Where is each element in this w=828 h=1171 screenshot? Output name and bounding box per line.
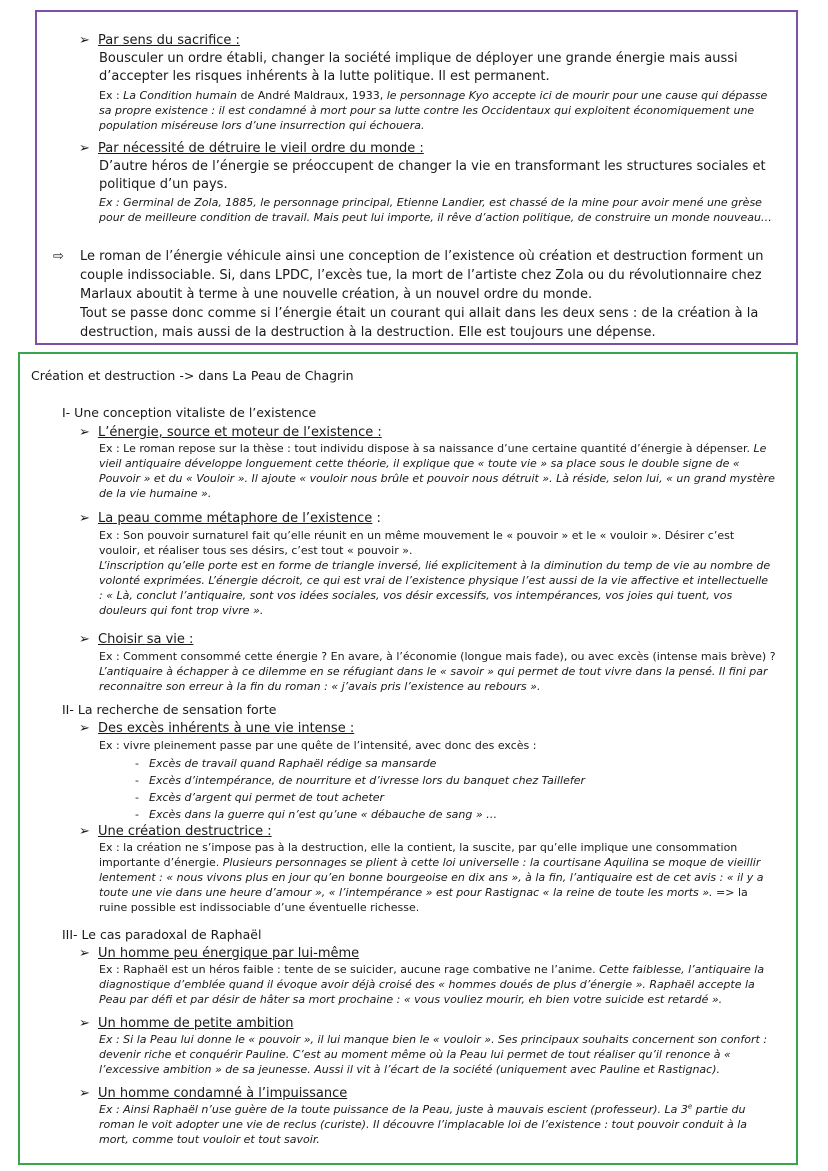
arrowhead-bullet-icon: ➢ [79, 1086, 90, 1101]
destruction-title: Par nécessité de détruire le vieil ordre du monde : [98, 141, 424, 156]
sacrifice-example: Ex : La Condition humain de André Maldraux, 1933, le personnage Kyo accepte ici de mourir pour une cause qui dépasse sa propre existence : il est condamné à mort pour sa lutte contre les Occidentaux qui exploitent économiquement une population miséreuse lors d’une insurrection qui échouera. [99, 89, 768, 132]
impuissance-text: Ex : Ainsi Raphaël n’use guère de la toute puissance de la Peau, juste à mauvais escient (professeur). La 3e partie du roman le voit adopter une vie de reclus (curiste). Il découvre l’implacable loi de l’existence : tout pouvoir conduit à la mort, comme tout vouloir et tout savoir. [99, 1102, 747, 1146]
petite-ambition-text: Ex : Si la Peau lui donne le « pouvoir », il lui manque bien le « vouloir ». Ses principaux souhaits concernent son confort : devenir riche et conquérir Pauline. C’est au moment même où la Peau lui permet de tout réaliser qu’il renonce à « l’excessive ambition » de sa jeunesse. Aussi il vit à l’écart de la société (uniquement avec Pauline et Rastignac). [99, 1033, 768, 1076]
creation-text: Ex : la création ne s’impose pas à la destruction, elle la contient, la suscite, par qu’elle implique une consommation importante d’énergie. Plusieurs personnages se plient à cette loi universelle : la courtisane Aquilina se moque de vieillir lentement : « nous vivons plus en jour qu’en bonne bourgeoise en dix ans », à la fin, l’antiquaire est de cet avis : « il y a toute une vie dans une heure d’amour », « l’intempérance » est pour Rastignac « la reine de toute les morts ». => la ruine possible est indissociable d’une éventuelle richesse. [99, 841, 764, 914]
peu-energique-title: Un homme peu énergique par lui-même [98, 946, 360, 961]
arrowhead-bullet-icon: ➢ [79, 721, 90, 736]
part-1-title: I- Une conception vitaliste de l’existence [62, 405, 317, 420]
peu-energique-text: Ex : Raphaël est un héros faible : tente de se suicider, aucune rage combative ne l’anime. Cette faiblesse, l’antiquaire la diagnostique d’emblée quand il évoque avoir déjà croisé des « hommes doués de plus d’énergie ». Raphaël accepte la Peau par défi et par désir de hâter sa mort prochaine : « vous vouliez mourir, eh bien votre suicide est retardé ». [99, 963, 765, 1006]
arrowhead-bullet-icon: ➢ [79, 1016, 90, 1031]
impuissance-title: Un homme condamné à l’impuissance [98, 1086, 348, 1101]
exces-text: Ex : vivre pleinement passe par une quête de l’intensité, avec donc des excès : [99, 739, 537, 752]
exces-title: Des excès inhérents à une vie intense : [98, 721, 355, 736]
peau-title: La peau comme métaphore de l’existence : [98, 511, 381, 526]
destruction-body: D’autre héros de l’énergie se préoccupent de changer la vie en transformant les structures sociales et politique d’un pays. [99, 159, 766, 192]
exces-list [135, 755, 585, 823]
creation-title: Une création destructrice : [98, 824, 272, 839]
part-3-title: III- Le cas paradoxal de Raphaël [62, 927, 262, 942]
petite-ambition-title: Un homme de petite ambition [98, 1016, 294, 1031]
choisir-text: Ex : Comment consommé cette énergie ? En avare, à l’économie (longue mais fade), ou avec excès (intense mais brève) ? L’antiquaire à échapper à ce dilemme en se réfugiant dans le « savoir » qui permet de tout vivre dans la pensé. Il fini par reconnaitre son erreur à la fin du roman : « j’avais pris l’existence au rebours ». [99, 650, 776, 693]
arrowhead-bullet-icon: ➢ [79, 511, 90, 526]
list-item: - Excès de travail quand Raphaël rédige sa mansarde [135, 755, 585, 772]
energie-text: Ex : Le roman repose sur la thèse : tout individu dispose à sa naissance d’une certaine quantité d’énergie à dépenser. Le vieil antiquaire développe longuement cette théorie, il explique que « toute vie » sa place sous le double signe de « Pouvoir » et du « Vouloir ». Il ajoute « vouloir nous brûle et pouvoir nous détruit ». Là réside, selon lui, « un grand mystère de la vie humaine ». [99, 442, 775, 500]
arrowhead-bullet-icon: ➢ [79, 141, 90, 156]
arrowhead-bullet-icon: ➢ [79, 946, 90, 961]
arrowhead-bullet-icon: ➢ [79, 33, 90, 48]
sacrifice-body: Bousculer un ordre établi, changer la société implique de déployer une grande énergie mais aussi d’accepter les risques inhérents à la lutte politique. Il est permanent. [99, 51, 738, 84]
list-item: - Excès dans la guerre qui n’est qu’une « débauche de sang » … [135, 806, 585, 823]
sacrifice-title: Par sens du sacrifice : [98, 33, 240, 48]
part-2-title: II- La recherche de sensation forte [62, 702, 277, 717]
conclusion-text: Le roman de l’énergie véhicule ainsi une conception de l’existence où création et destruction forment un couple indissociable. Si, dans LPDC, l’excès tue, la mort de l’artiste chez Zola ou du révolutionnaire chez Marlaux aboutit à terme à une nouvelle création, à un nouvel ordre du monde. [80, 249, 764, 302]
arrowhead-bullet-icon: ➢ [79, 632, 90, 647]
arrowhead-bullet-icon: ➢ [79, 425, 90, 440]
list-item: - Excès d’argent qui permet de tout acheter [135, 789, 585, 806]
destruction-example: Ex : Germinal de Zola, 1885, le personnage principal, Etienne Landier, est chassé de la mine pour avoir mené une grèse pour de meilleure condition de travail. Mais peut lui importe, il rêve d’action politique, de construire un monde nouveau… [99, 196, 772, 224]
peau-text: Ex : Son pouvoir surnaturel fait qu’elle réunit en un même mouvement le « pouvoir » et le « vouloir ». Désirer c’est vouloir, et réaliser tous ses désirs, c’est tout « pouvoir ». L’inscription qu’elle porte est en forme de triangle inversé, lié explicitement à la diminution du temp de vie au nombre de volonté exprimées. L’énergie décroit, ce qui est vrai de l’existence physique l’est aussi de la vie affective et intellectuelle : « Là, conclut l’antiquaire, sont vos idées sociales, vos désir excessifs, vos intempérances, vos joies qui tuent, vos douleurs qui font trop vivre ». [99, 529, 771, 617]
energie-title: L’énergie, source et moteur de l’existence : [98, 425, 382, 440]
choisir-title: Choisir sa vie : [98, 632, 194, 647]
conclusion-text-2: Tout se passe donc comme si l’énergie était un courant qui allait dans les deux sens : de la création à la destruction, mais aussi de la destruction à la destruction. Elle est toujours une dépense. [80, 306, 759, 340]
list-item: - Excès d’intempérance, de nourriture et d’ivresse lors du banquet chez Taillefer [135, 772, 585, 789]
section-heading: Création et destruction -> dans La Peau de Chagrin [31, 368, 354, 383]
arrowhead-bullet-icon: ➢ [79, 824, 90, 839]
hollow-arrow-icon: ⇨ [53, 249, 64, 264]
